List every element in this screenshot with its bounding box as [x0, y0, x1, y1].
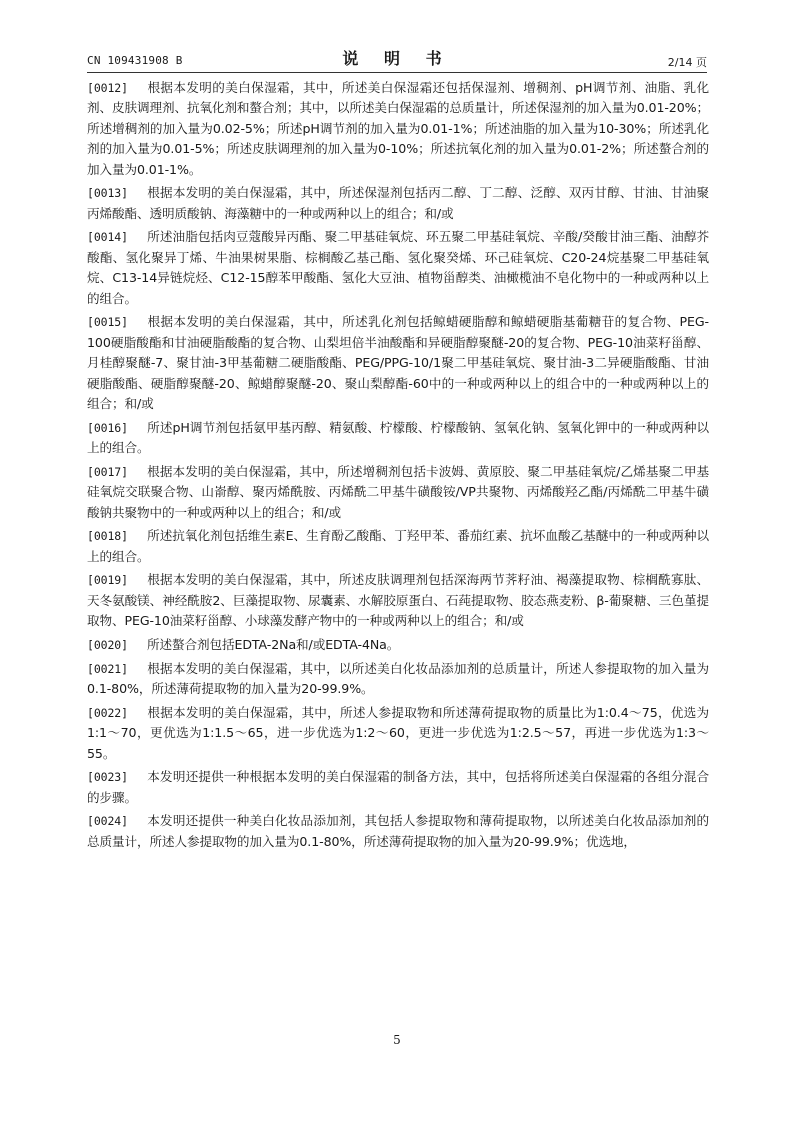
- document-title: 说 明 书: [342, 49, 452, 68]
- paragraph-number: [0018]: [87, 529, 128, 544]
- paragraph-text: 根据本发明的美白保湿霜，其中，所述皮肤调理剂包括深海两节荠籽油、褐藻提取物、棕榈酰寡肽、天冬氨酸镁、神经酰胺2、巨藻提取物、尿囊素、水解胶原蛋白、石莼提取物、胶态燕麦粉、β-葡聚糖、三色堇提取物、PEG-10油菜籽甾醇、小球藻发酵产物中的一种或两种以上的组合；和/或: [87, 572, 709, 629]
- paragraph-0024: [87, 811, 709, 852]
- paragraph-0022: [87, 703, 709, 764]
- header-rule: [87, 72, 707, 73]
- paragraph-number: [0024]: [87, 814, 128, 829]
- paragraph-number: [0013]: [87, 186, 128, 201]
- paragraph-number: [0019]: [87, 573, 128, 588]
- paragraph-0017: [87, 462, 709, 523]
- paragraph-text: 所述抗氧化剂包括维生素E、生育酚乙酸酯、丁羟甲苯、番茄红素、抗坏血酸乙基醚中的一种或两种以上的组合。: [87, 528, 709, 564]
- paragraph-text: 本发明还提供一种美白化妆品添加剂，其包括人参提取物和薄荷提取物，以所述美白化妆品添加剂的总质量计，所述人参提取物的加入量为0.1-80%，所述薄荷提取物的加入量为20-99.9%；优选地，: [87, 813, 709, 849]
- page-number: 5: [393, 1033, 401, 1047]
- paragraph-number: [0014]: [87, 230, 128, 245]
- paragraph-text: 根据本发明的美白保湿霜，其中，所述乳化剂包括鲸蜡硬脂醇和鲸蜡硬脂基葡糖苷的复合物、PEG-100硬脂酸酯和甘油硬脂酸酯的复合物、山梨坦倍半油酸酯和异硬脂醇聚醚-20的复合物、PEG-10油菜籽甾醇、月桂醇聚醚-7、聚甘油-3甲基葡糖二硬脂酸酯、PEG/PPG-10/1聚二甲基硅氧烷、聚甘油-3二异硬脂酸酯、甘油硬脂酸酯、硬脂醇聚醚-20、鲸蜡醇聚醚-20、聚山梨醇酯-60中的一种或两种以上的组合中的一种或两种以上的组合；和/或: [87, 314, 709, 411]
- paragraph-number: [0020]: [87, 637, 128, 652]
- paragraph-number: [0021]: [87, 661, 128, 676]
- paragraph-0016: [87, 418, 709, 459]
- paragraph-0015: [87, 312, 709, 414]
- paragraph-number: [0023]: [87, 770, 128, 785]
- paragraph-number: [0016]: [87, 420, 128, 435]
- page-indicator: 2/14 页: [667, 56, 707, 69]
- paragraph-number: [0015]: [87, 315, 128, 330]
- paragraph-0018: [87, 526, 709, 567]
- document-body: [87, 78, 709, 855]
- paragraph-0012: [87, 78, 709, 180]
- paragraph-text: 根据本发明的美白保湿霜，其中，所述人参提取物和所述薄荷提取物的质量比为1:0.4～75，优选为1:1～70，更优选为1:1.5～65，进一步优选为1:2～60，更进一步优选为1:2.5～57，再进一步优选为1:3～55。: [87, 704, 709, 761]
- paragraph-0019: [87, 570, 709, 631]
- paragraph-text: 根据本发明的美白保湿霜，其中，所述美白保湿霜还包括保湿剂、增稠剂、pH调节剂、油脂、乳化剂、皮肤调理剂、抗氧化剂和螯合剂；其中，以所述美白保湿霜的总质量计，所述保湿剂的加入量为0.01-20%；所述增稠剂的加入量为0.02-5%；所述pH调节剂的加入量为0.01-1%；所述油脂的加入量为10-30%；所述乳化剂的加入量为0.01-5%；所述皮肤调理剂的加入量为0-10%；所述抗氧化剂的加入量为0.01-2%；所述螯合剂的加入量为0.01-1%。: [87, 80, 709, 177]
- paragraph-text: 根据本发明的美白保湿霜，其中，以所述美白化妆品添加剂的总质量计，所述人参提取物的加入量为0.1-80%，所述薄荷提取物的加入量为20-99.9%。: [87, 660, 709, 697]
- paragraph-text: 所述螯合剂包括EDTA-2Na和/或EDTA-4Na。: [147, 636, 400, 652]
- paragraph-0014: [87, 227, 709, 309]
- paragraph-0020: [87, 635, 709, 655]
- paragraph-number: [0022]: [87, 705, 128, 720]
- paragraph-0021: [87, 659, 709, 700]
- paragraph-number: [0012]: [87, 81, 128, 95]
- paragraph-text: 所述油脂包括肉豆蔻酸异丙酯、聚二甲基硅氧烷、环五聚二甲基硅氧烷、辛酸/癸酸甘油三酯、油醇芥酸酯、氢化聚异丁烯、牛油果树果脂、棕榈酸乙基己酯、氢化聚癸烯、环己硅氧烷、C20-24烷基聚二甲基硅氧烷、C13-14异链烷烃、C12-15醇苯甲酸酯、氢化大豆油、植物甾醇类、油橄榄油不皂化物中的一种或两种以上的组合。: [87, 229, 709, 306]
- paragraph-text: 根据本发明的美白保湿霜，其中，所述增稠剂包括卡波姆、黄原胶、聚二甲基硅氧烷/乙烯基聚二甲基硅氧烷交联聚合物、山嵛醇、聚丙烯酰胺、丙烯酰二甲基牛磺酸铵/VP共聚物、丙烯酸羟乙酯/丙烯酰二甲基牛磺酸钠共聚物中的一种或两种以上的组合；和/或: [87, 463, 709, 520]
- paragraph-text: 所述pH调节剂包括氨甲基丙醇、精氨酸、柠檬酸、柠檬酸钠、氢氧化钠、氢氧化钾中的一种或两种以上的组合。: [87, 419, 709, 456]
- paragraph-text: 根据本发明的美白保湿霜，其中，所述保湿剂包括丙二醇、丁二醇、泛醇、双丙甘醇、甘油、甘油聚丙烯酸酯、透明质酸钠、海藻糖中的一种或两种以上的组合；和/或: [87, 185, 709, 221]
- patent-number: CN 109431908 B: [87, 54, 183, 67]
- paragraph-number: [0017]: [87, 464, 128, 479]
- page-header: [87, 44, 707, 72]
- paragraph-text: 本发明还提供一种根据本发明的美白保湿霜的制备方法，其中，包括将所述美白保湿霜的各组分混合的步骤。: [87, 769, 709, 805]
- paragraph-0023: [87, 767, 709, 808]
- paragraph-0013: [87, 183, 709, 224]
